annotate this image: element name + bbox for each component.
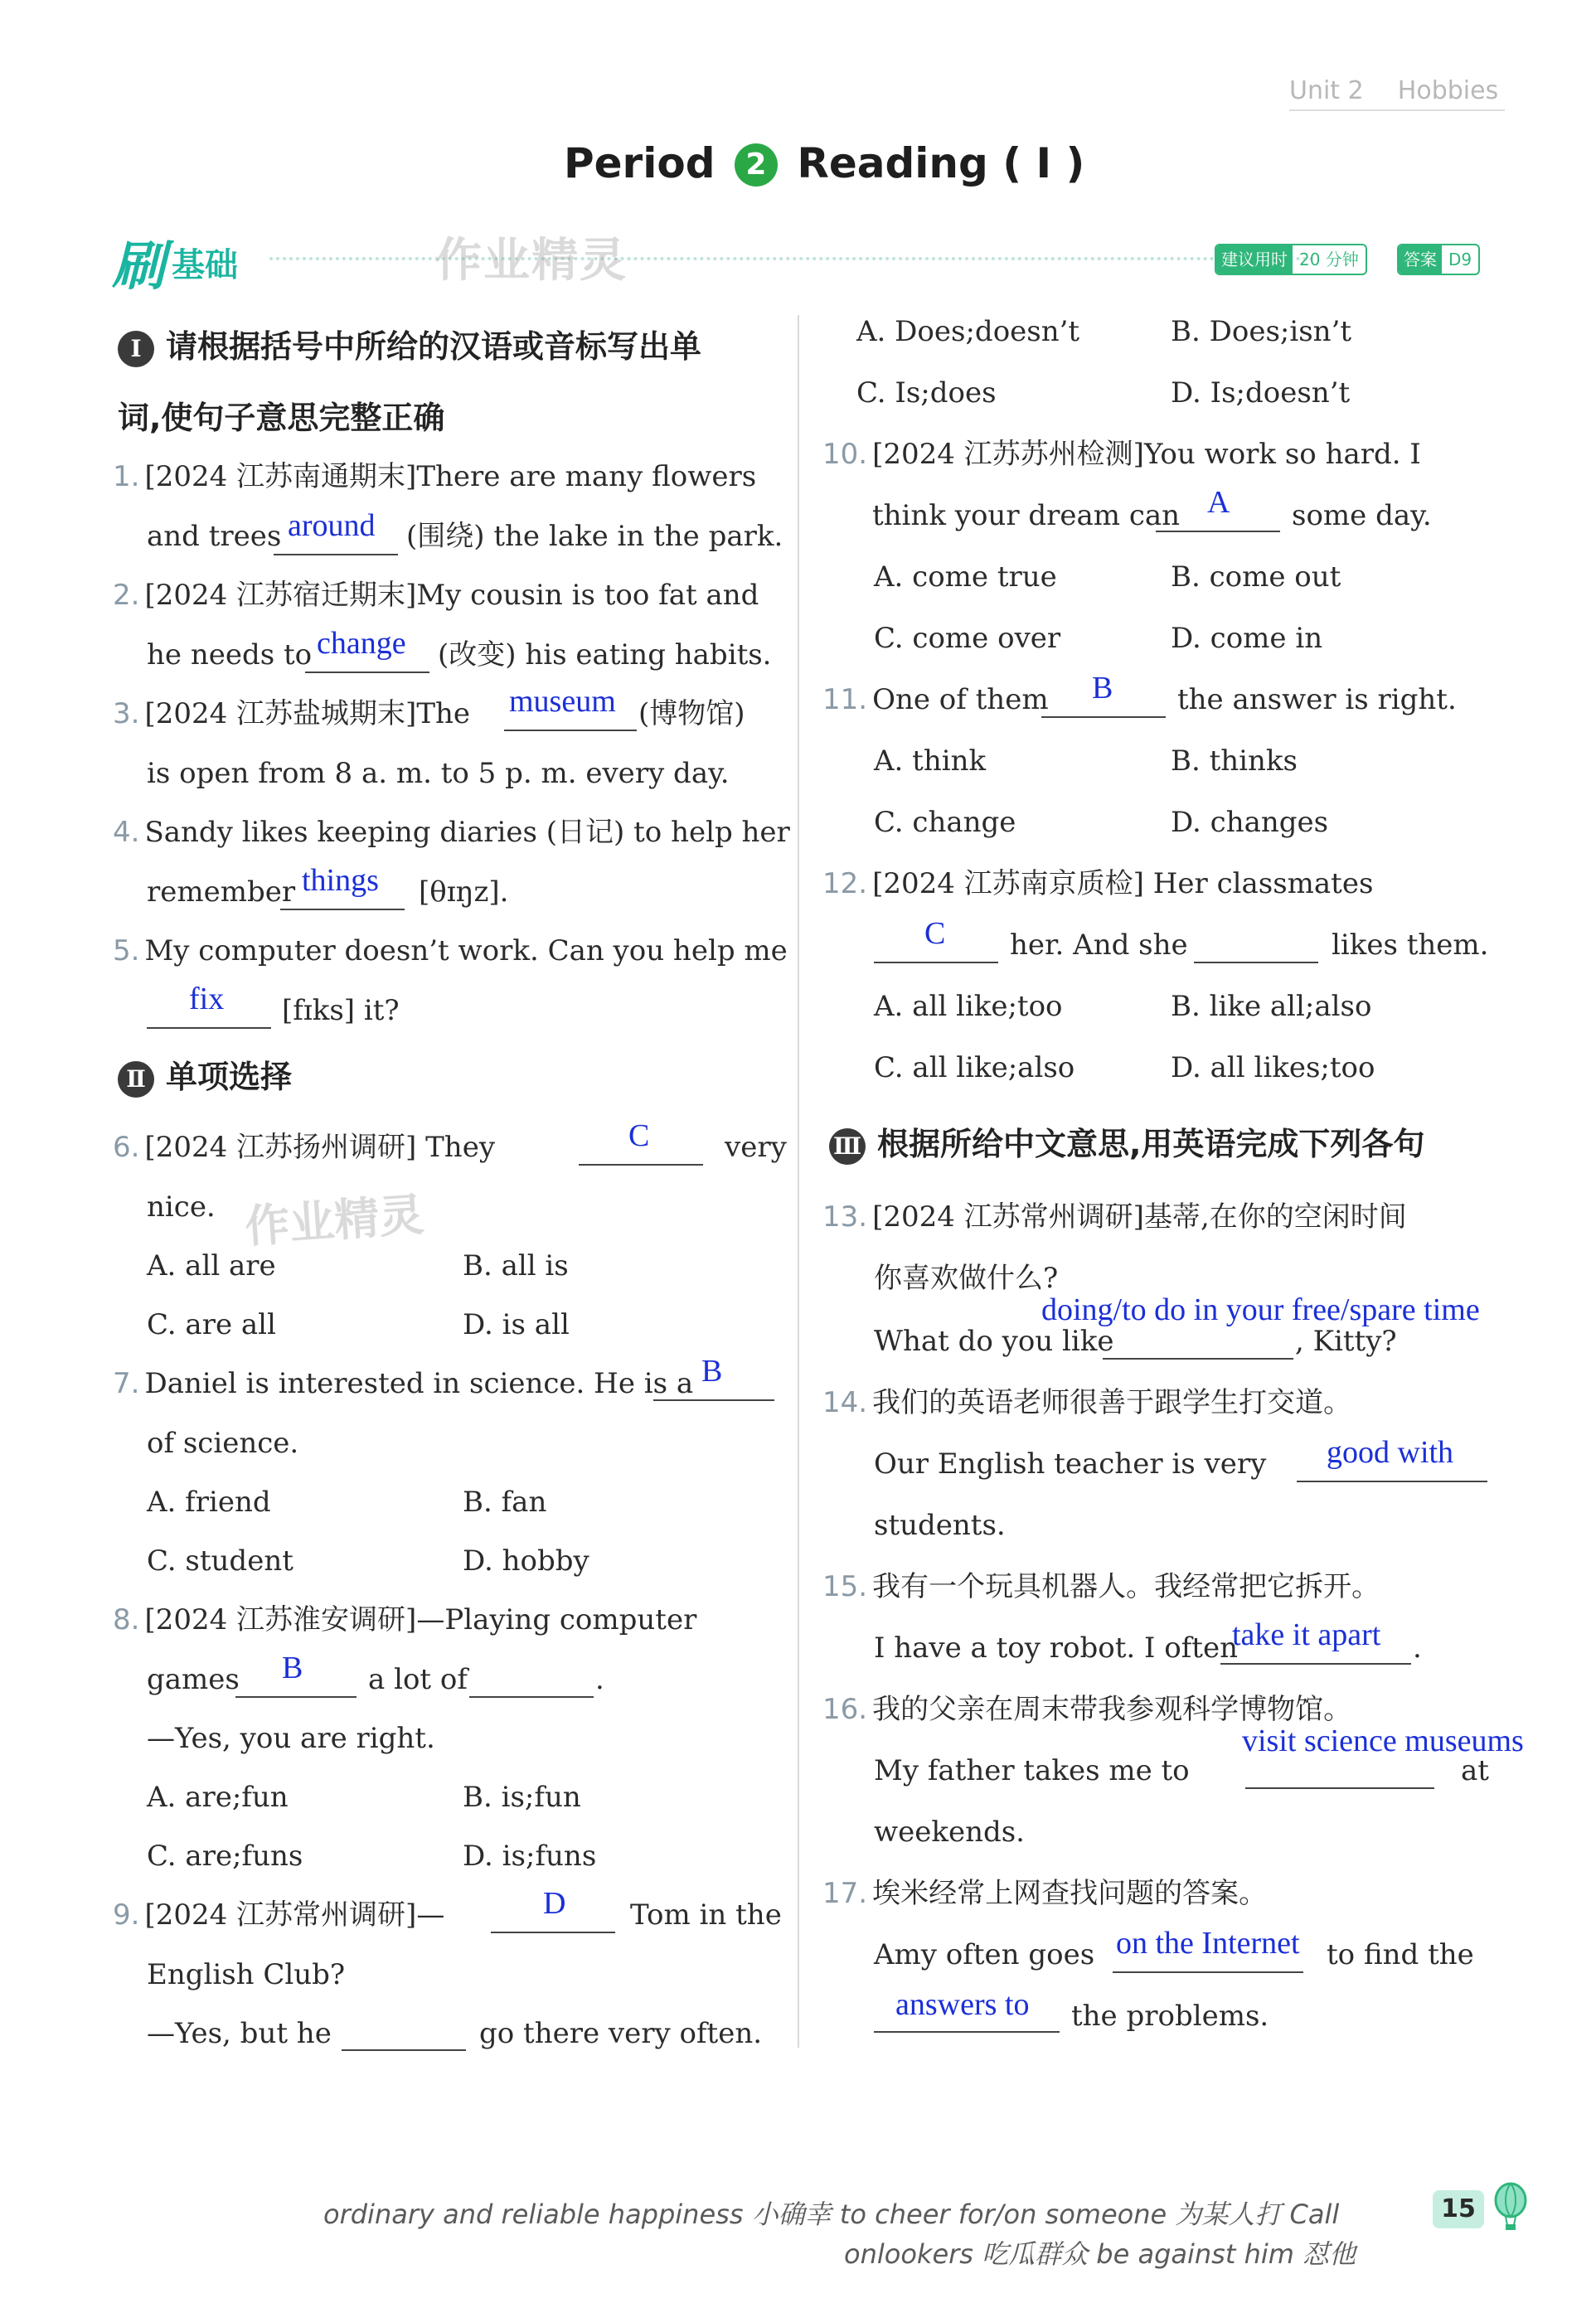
q16-line2a: My father takes me to <box>874 1754 1190 1787</box>
q3-line1a: 3. [2024 江苏盐城期末]The <box>113 697 471 730</box>
q7-option-c[interactable]: C. student <box>147 1544 293 1578</box>
header-rule <box>1289 109 1505 111</box>
q9-blank-2[interactable] <box>342 2049 466 2051</box>
q9-line3b: go there very often. <box>479 2017 763 2050</box>
q10-blank[interactable] <box>1156 531 1280 532</box>
q6-blank[interactable] <box>579 1164 703 1166</box>
q2-blank[interactable] <box>305 672 429 673</box>
section-1-heading: Ⅰ 请根据括号中所给的汉语或音标写出单 <box>118 327 701 367</box>
q8-line2a: games <box>147 1663 240 1696</box>
q3-line1b: (博物馆) <box>638 697 745 730</box>
q10-option-b[interactable]: B. come out <box>1171 560 1341 594</box>
q2-line2b: (改变) his eating habits. <box>438 638 772 672</box>
q6-option-a[interactable]: A. all are <box>147 1249 276 1282</box>
q17-answer-2: answers to <box>895 1987 1030 2022</box>
page-title: Period 2 Reading ( Ⅰ ) <box>564 139 1085 187</box>
q9-line1b: Tom in the <box>630 1898 782 1932</box>
q4-answer: things <box>302 863 379 898</box>
page-number: 15 <box>1433 2190 1484 2228</box>
roman-numeral-2: Ⅱ <box>118 1061 154 1098</box>
q13-line2: 你喜欢做什么? <box>874 1262 1059 1295</box>
q12-blank-2[interactable] <box>1194 962 1318 963</box>
q7-answer: B <box>701 1354 723 1389</box>
q15-line2b: . <box>1413 1631 1422 1665</box>
q16-blank[interactable] <box>1245 1787 1434 1789</box>
q10-option-a[interactable]: A. come true <box>874 560 1057 594</box>
q2-line2a: he needs to <box>147 638 313 672</box>
q8-option-c[interactable]: C. are;funs <box>147 1840 303 1873</box>
running-header <box>1289 76 1498 105</box>
q6-option-c[interactable]: C. are all <box>147 1308 276 1341</box>
q7-blank[interactable] <box>653 1399 774 1401</box>
answer-page-tag: 答案 D9 <box>1397 244 1480 275</box>
q11-line1b: the answer is right. <box>1177 683 1457 716</box>
q6-line1b: very <box>725 1131 787 1164</box>
section-2-heading: Ⅱ 单项选择 <box>118 1057 292 1098</box>
q8-line3: —Yes, you are right. <box>147 1722 435 1755</box>
q11-answer: B <box>1092 671 1113 705</box>
unit-label: Unit 2 <box>1289 76 1364 105</box>
q17-blank-2[interactable] <box>874 2031 1060 2033</box>
q14-line2: Our English teacher is very <box>874 1447 1267 1481</box>
q5-blank[interactable] <box>147 1027 271 1029</box>
q4-line1: 4. Sandy likes keeping diaries (日记) to help her <box>113 816 790 849</box>
q17-line1: 17. 埃米经常上网查找问题的答案。 <box>822 1877 1268 1910</box>
q7-option-b[interactable]: B. fan <box>463 1486 547 1519</box>
q17-line3: the problems. <box>1071 2000 1269 2033</box>
q1-answer: around <box>288 508 376 543</box>
q1-line2b: (围绕) the lake in the park. <box>406 520 783 553</box>
q7-option-d[interactable]: D. hobby <box>463 1544 589 1578</box>
q4-line2a: remember <box>147 875 296 909</box>
q10-option-c[interactable]: C. come over <box>874 622 1061 655</box>
q8-answer: B <box>282 1651 303 1685</box>
q10-answer: A <box>1207 485 1230 520</box>
q4-line2b: [θɪŋz]. <box>419 875 509 909</box>
q11-option-b[interactable]: B. thinks <box>1171 744 1298 778</box>
q11-option-c[interactable]: C. change <box>874 806 1016 839</box>
suggested-time-tag: 建议用时 20 分钟 <box>1215 244 1367 275</box>
q17-answer-1: on the Internet <box>1116 1926 1300 1961</box>
balloon-icon <box>1492 2182 1529 2232</box>
q2-answer: change <box>317 626 406 661</box>
q14-line1: 14. 我们的英语老师很善于跟学生打交道。 <box>822 1386 1352 1419</box>
q12-option-c[interactable]: C. all like;also <box>874 1051 1075 1084</box>
banner-dotted-rule <box>269 257 1314 260</box>
q16-line3: weekends. <box>874 1816 1025 1849</box>
q12-option-a[interactable]: A. all like;too <box>874 990 1063 1023</box>
q16-line2b: at <box>1461 1754 1489 1787</box>
q17-line2b: to find the <box>1327 1938 1474 1971</box>
q7-line2: of science. <box>147 1427 299 1460</box>
q13-line3b: , Kitty? <box>1295 1325 1397 1358</box>
q15-answer: take it apart <box>1232 1617 1381 1652</box>
watermark: 作业精灵 <box>243 1188 426 1253</box>
q11-line1a: 11. One of them <box>822 683 1049 716</box>
q1-blank[interactable] <box>274 554 398 555</box>
topic-label: Hobbies <box>1397 76 1499 105</box>
q12-answer: C <box>924 916 946 951</box>
q7-line1: 7. Daniel is interested in science. He is a <box>113 1367 694 1400</box>
q12-blank-1[interactable] <box>874 962 998 963</box>
q8-line2c: . <box>595 1663 604 1696</box>
q17-blank-1[interactable] <box>1113 1971 1303 1973</box>
q13-blank[interactable] <box>1103 1358 1293 1360</box>
q5-line1: 5. My computer doesn’t work. Can you help me <box>113 934 788 967</box>
footer-line-2: onlookers 吃瓜群众 be against him 怼他 <box>844 2238 1356 2270</box>
q5-line2b: [fɪks] it? <box>282 994 400 1027</box>
q11-blank[interactable] <box>1041 716 1166 718</box>
q3-answer: museum <box>509 684 616 719</box>
q15-blank[interactable] <box>1220 1663 1411 1665</box>
q5-answer: fix <box>189 982 225 1016</box>
q13-line3a: What do you like <box>874 1325 1114 1358</box>
section-1-heading-cont: 词,使句子意思完整正确 <box>118 400 445 436</box>
q10-line1: 10. [2024 江苏苏州检测]You work so hard. I <box>822 438 1421 471</box>
q9-line1a: 9. [2024 江苏常州调研]— <box>113 1898 445 1932</box>
roman-numeral-3: Ⅲ <box>829 1128 866 1165</box>
q9-blank-1[interactable] <box>491 1932 615 1933</box>
q9-option-d[interactable]: D. Is;doesn’t <box>1171 376 1351 410</box>
q7-option-a[interactable]: A. friend <box>147 1486 271 1519</box>
q2-line1: 2. [2024 江苏宿迁期末]My cousin is too fat and <box>113 579 759 612</box>
q16-answer: visit science museums <box>1242 1724 1524 1758</box>
q11-option-d[interactable]: D. changes <box>1171 806 1329 839</box>
q8-blank-1[interactable] <box>235 1696 357 1698</box>
q8-option-a[interactable]: A. are;fun <box>147 1781 289 1814</box>
q6-option-d[interactable]: D. is all <box>463 1308 570 1341</box>
q3-blank[interactable] <box>504 730 637 731</box>
q16-line1: 16. 我的父亲在周末带我参观科学博物馆。 <box>822 1693 1352 1726</box>
q17-line2a: Amy often goes <box>874 1938 1095 1971</box>
q13-answer: doing/to do in your free/spare time <box>1041 1292 1480 1327</box>
q8-option-b[interactable]: B. is;fun <box>463 1781 581 1814</box>
q12-line2b: likes them. <box>1332 928 1489 962</box>
q12-option-d[interactable]: D. all likes;too <box>1171 1051 1375 1084</box>
q12-line1: 12. [2024 江苏南京质检] Her classmates <box>822 867 1374 900</box>
q6-option-b[interactable]: B. all is <box>463 1249 569 1282</box>
q13-line1: 13. [2024 江苏常州调研]基蒂,在你的空闲时间 <box>822 1200 1407 1234</box>
section-banner <box>112 224 1505 298</box>
q10-line2a: think your dream can <box>872 499 1181 532</box>
q4-blank[interactable] <box>280 909 405 910</box>
q8-line2b: a lot of <box>368 1663 468 1696</box>
brand-logo: 刷 <box>112 236 165 298</box>
q12-option-b[interactable]: B. like all;also <box>1171 990 1372 1023</box>
section-3-heading: Ⅲ 根据所给中文意思,用英语完成下列各句 <box>829 1124 1424 1165</box>
q8-line1: 8. [2024 江苏淮安调研]—Playing computer <box>113 1603 697 1636</box>
q14-blank[interactable] <box>1297 1481 1487 1482</box>
q9-line3a: —Yes, but he <box>147 2017 332 2050</box>
q11-option-a[interactable]: A. think <box>874 744 987 778</box>
q9-option-b[interactable]: B. Does;isn’t <box>1171 315 1352 348</box>
q10-option-d[interactable]: D. come in <box>1171 622 1323 655</box>
q8-option-d[interactable]: D. is;funs <box>463 1840 597 1873</box>
q12-line2a: her. And she <box>1010 928 1188 962</box>
footer-line-1: ordinary and reliable happiness 小确幸 to cheer for/on someone 为某人打 Call <box>323 2199 1340 2230</box>
q9-line2: English Club? <box>147 1958 346 1991</box>
q3-line2: is open from 8 a. m. to 5 p. m. every day. <box>147 757 730 790</box>
column-divider <box>798 315 799 2048</box>
q9-option-c[interactable]: C. Is;does <box>856 376 997 410</box>
q6-line1a: 6. [2024 江苏扬州调研] They <box>113 1131 496 1164</box>
q9-option-a[interactable]: A. Does;doesn’t <box>856 315 1080 348</box>
roman-numeral-1: Ⅰ <box>118 331 154 367</box>
q14-answer: good with <box>1327 1435 1454 1470</box>
q6-line2: nice. <box>147 1190 216 1224</box>
q1-line1: 1. [2024 江苏南通期末]There are many flowers <box>113 460 757 493</box>
q15-line2: I have a toy robot. I often <box>874 1631 1238 1665</box>
q9-answer: D <box>543 1886 566 1921</box>
period-number-badge: 2 <box>735 143 778 187</box>
q15-line1: 15. 我有一个玩具机器人。我经常把它拆开。 <box>822 1570 1380 1603</box>
q14-line3: students. <box>874 1509 1006 1542</box>
q8-blank-2[interactable] <box>469 1696 594 1698</box>
watermark: 作业精灵 <box>435 234 628 288</box>
q1-line2a: and trees <box>147 520 282 553</box>
brand-sub: 基础 <box>172 246 238 284</box>
q10-line2b: some day. <box>1292 499 1432 532</box>
q6-answer: C <box>628 1118 650 1153</box>
